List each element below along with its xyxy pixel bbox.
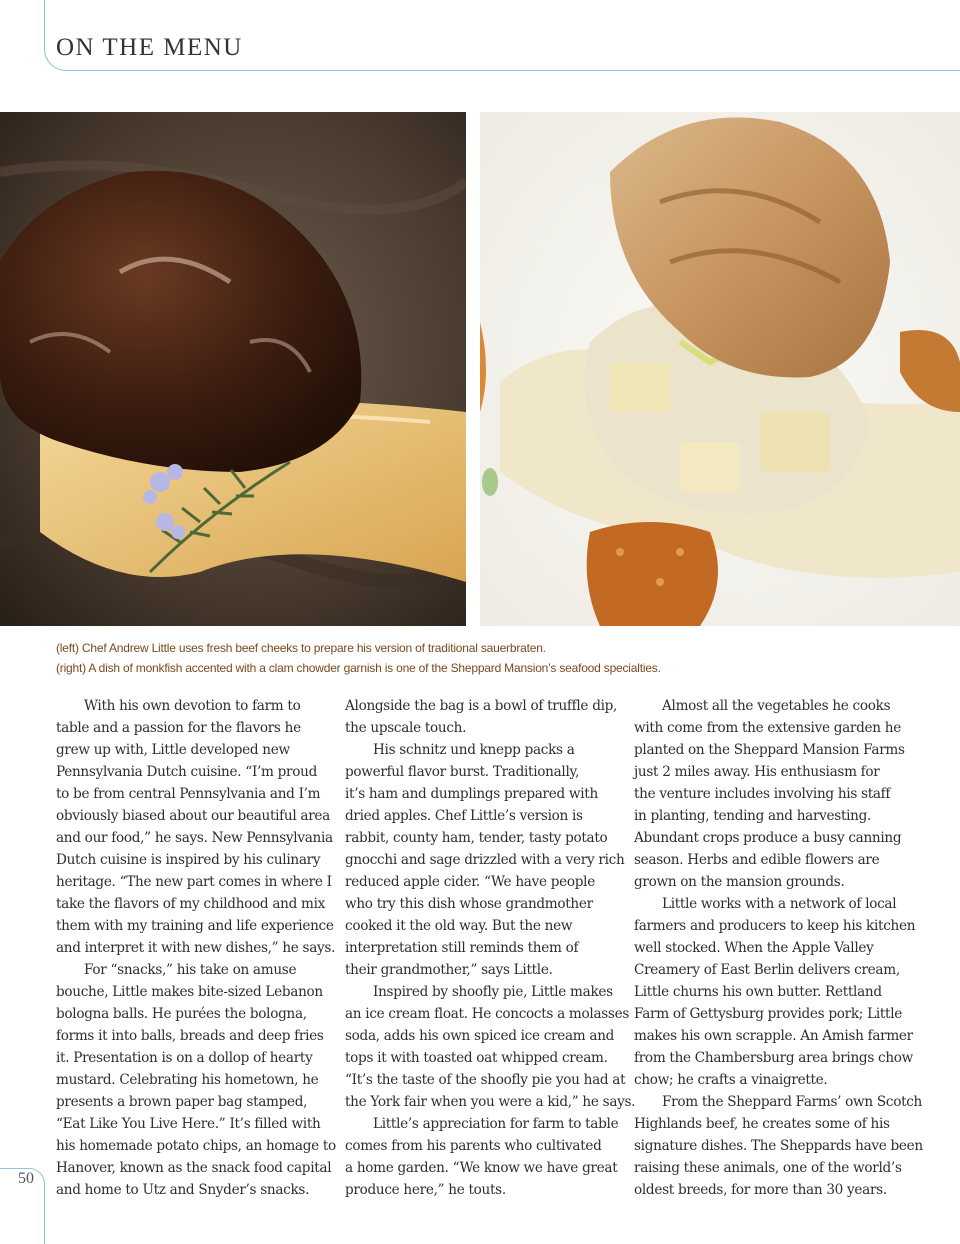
article-line: presents a brown paper bag stamped, [56, 1094, 308, 1110]
article-line: gnocchi and sage drizzled with a very rich [345, 852, 625, 868]
article-line: With his own devotion to farm to [84, 698, 301, 714]
article-line: makes his own scrapple. An Amish farmer [634, 1028, 913, 1044]
article-line: Farm of Gettysburg provides pork; Little [634, 1006, 902, 1022]
article-line: For “snacks,” his take on amuse [84, 962, 297, 978]
page-number: 50 [18, 1170, 34, 1187]
article-line: oldest breeds, for more than 30 years. [634, 1182, 887, 1198]
article-line: Creamery of East Berlin delivers cream, [634, 962, 900, 978]
article-line: heritage. “The new part comes in where I [56, 874, 332, 890]
caption-left: (left) Chef Andrew Little uses fresh beef cheeks to prepare his version of traditional sauerbraten. [56, 641, 546, 655]
article-line: take the flavors of my childhood and mix [56, 896, 326, 912]
article-line: Little’s appreciation for farm to table [373, 1116, 619, 1132]
article-line: farmers and producers to keep his kitchen [634, 918, 916, 934]
article-line: with come from the extensive garden he [634, 720, 901, 736]
caption-right: (right) A dish of monkfish accented with a clam chowder garnish is one of the Sheppard Mansion’s seafood specialties. [56, 661, 661, 675]
article-line: bouche, Little makes bite-sized Lebanon [56, 984, 323, 1000]
article-line: interpretation still reminds them of [345, 940, 579, 956]
photo-captions [56, 638, 936, 678]
article-line: Pennsylvania Dutch cuisine. “I’m proud [56, 764, 317, 780]
article-line: bologna balls. He purées the bologna, [56, 1006, 307, 1022]
article-column-2 [345, 695, 636, 1201]
article-line: “It’s the taste of the shoofly pie you had at [345, 1072, 626, 1088]
article-line: it’s ham and dumplings prepared with [345, 786, 598, 802]
article-line: chow; he crafts a vinaigrette. [634, 1072, 828, 1088]
article-line: obviously biased about our beautiful area [56, 808, 330, 824]
article-line: dried apples. Chef Little’s version is [345, 808, 583, 824]
article-line: to be from central Pennsylvania and I’m [56, 786, 321, 802]
article-line: in planting, tending and harvesting. [634, 808, 872, 824]
article-line: produce here,” he touts. [345, 1182, 506, 1198]
article-line: the venture includes involving his staff [634, 786, 891, 802]
article-line: an ice cream float. He concocts a molasses [345, 1006, 630, 1022]
article-line: Almost all the vegetables he cooks [662, 698, 891, 714]
article-line: planted on the Sheppard Mansion Farms [634, 742, 905, 758]
article-line: their grandmother,” says Little. [345, 962, 553, 978]
monkfish-image [480, 112, 960, 626]
article-line: raising these animals, one of the world’s [634, 1160, 902, 1176]
article-line: tops it with toasted oat whipped cream. [345, 1050, 608, 1066]
article-line: Highlands beef, he creates some of his [634, 1116, 890, 1132]
article-line: Alongside the bag is a bowl of truffle dip, [345, 698, 618, 714]
article-line: from the Chambersburg area brings chow [634, 1050, 914, 1066]
article-line: table and a passion for the flavors he [56, 720, 301, 736]
article-line: them with my training and life experience [56, 918, 334, 934]
article-line: powerful flavor burst. Traditionally, [345, 764, 580, 780]
article-line: rabbit, county ham, tender, tasty potato [345, 830, 608, 846]
article-line: soda, adds his own spiced ice cream and [345, 1028, 615, 1044]
article-line: Little works with a network of local [662, 896, 897, 912]
article-line: his homemade potato chips, an homage to [56, 1138, 336, 1154]
section-title: ON THE MENU [56, 34, 243, 61]
article-line: mustard. Celebrating his hometown, he [56, 1072, 319, 1088]
article-line: cooked it the old way. But the new [345, 918, 573, 934]
article-line: and home to Utz and Snyder’s snacks. [56, 1182, 310, 1198]
article-line: From the Sheppard Farms’ own Scotch [662, 1094, 923, 1110]
article-line: Inspired by shoofly pie, Little makes [373, 984, 613, 1000]
article-line: season. Herbs and edible flowers are [634, 852, 880, 868]
article-line: a home garden. “We know we have great [345, 1160, 618, 1176]
article-line: the upscale touch. [345, 720, 467, 736]
article-line: the York fair when you were a kid,” he says. [345, 1094, 636, 1110]
article-line: forms it into balls, breads and deep fries [56, 1028, 324, 1044]
article-line: well stocked. When the Apple Valley [634, 940, 874, 956]
article-line: His schnitz und knepp packs a [373, 742, 575, 758]
article-line: just 2 miles away. His enthusiasm for [634, 764, 880, 780]
article-line: and interpret it with new dishes,” he says. [56, 940, 336, 956]
article-line: signature dishes. The Sheppards have been [634, 1138, 923, 1154]
article-line: Hanover, known as the snack food capital [56, 1160, 332, 1176]
article-line: “Eat Like You Live Here.” It’s filled with [56, 1116, 321, 1132]
photo-sauerbraten [0, 112, 466, 626]
article-line: who try this dish whose grandmother [345, 896, 593, 912]
article-column-1 [56, 695, 338, 1201]
article-column-3 [634, 695, 924, 1201]
article-line: grew up with, Little developed new [56, 742, 290, 758]
article-line: Little churns his own butter. Rettland [634, 984, 882, 1000]
article-line: grown on the mansion grounds. [634, 874, 845, 890]
article-line: and our food,” he says. New Pennsylvania [56, 830, 333, 846]
photo-monkfish [480, 112, 960, 626]
sauerbraten-image [0, 112, 466, 626]
article-line: comes from his parents who cultivated [345, 1138, 602, 1154]
article-line: Abundant crops produce a busy canning [634, 830, 902, 846]
article-line: Dutch cuisine is inspired by his culinary [56, 852, 321, 868]
article-line: reduced apple cider. “We have people [345, 874, 595, 890]
article-line: it. Presentation is on a dollop of hearty [56, 1050, 313, 1066]
